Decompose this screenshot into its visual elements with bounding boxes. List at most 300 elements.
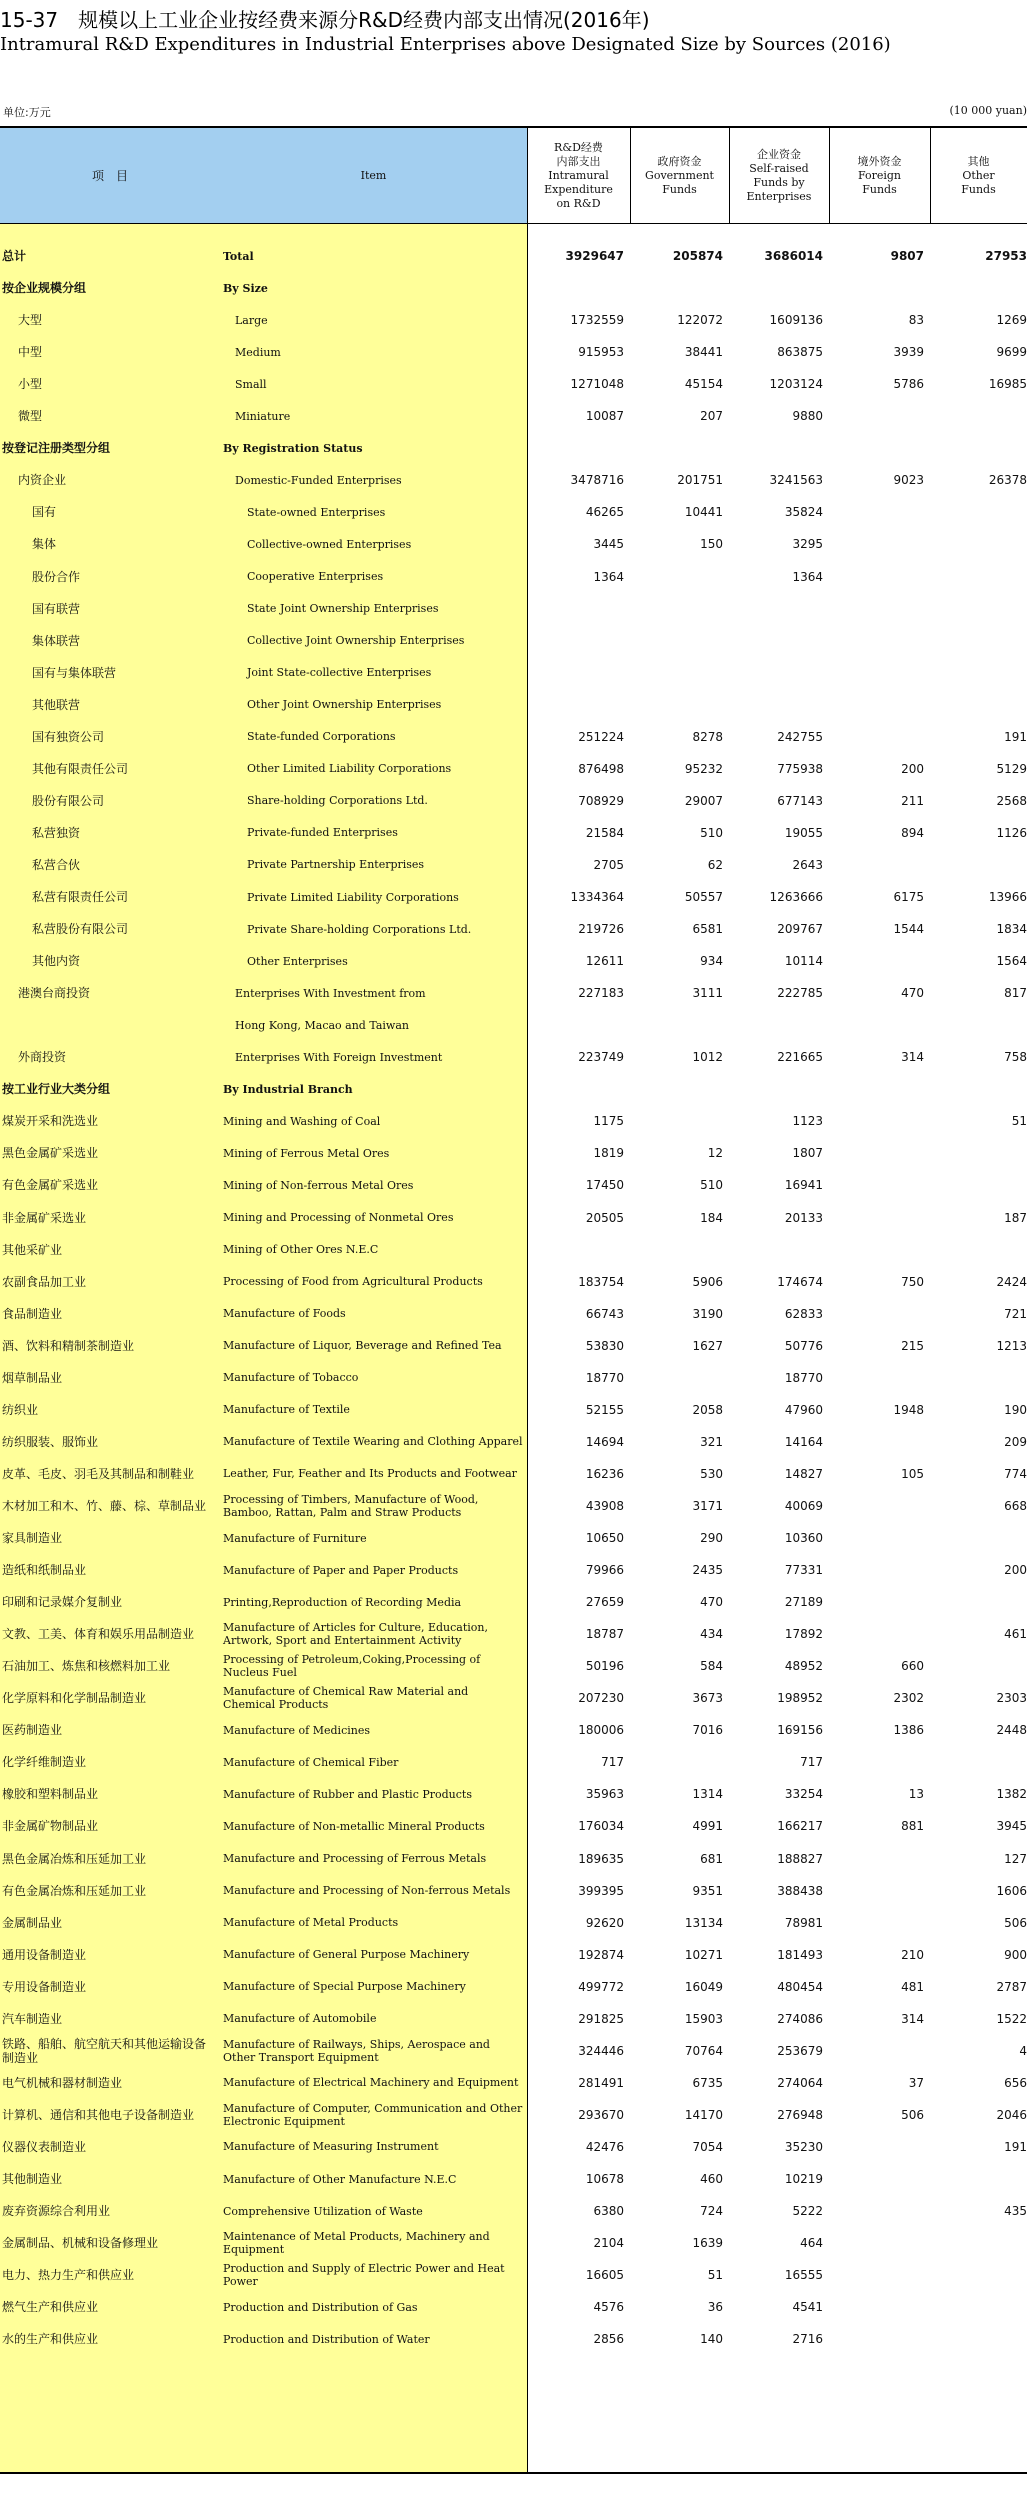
cell-government-funds: 16049 — [684, 1979, 723, 1994]
row-label-en: Manufacture of Chemical Raw Material and Chemical Products — [223, 1685, 469, 1712]
cell-foreign-funds — [829, 2227, 924, 2259]
row-label-cn: 其他采矿业 — [2, 1242, 63, 1257]
row-label-cn: 内资企业 — [18, 473, 67, 488]
cell-self-raised-funds — [729, 432, 823, 464]
cell-intramural-expenditure: 10650 — [585, 1531, 624, 1545]
row-label-cn: 农副食品加工业 — [2, 1274, 87, 1289]
cell-intramural-expenditure: 207230 — [578, 1691, 624, 1706]
cell-government-funds: 1639 — [692, 2236, 723, 2251]
cell-self-raised-funds: 677143 — [777, 793, 823, 808]
cell-self-raised-funds: 10360 — [784, 1531, 823, 1545]
row-label-en: Enterprises With Investment from — [235, 986, 426, 1000]
cell-other-funds — [930, 400, 1027, 432]
row-label-en: Manufacture of Textile Wearing and Clothing Apparel — [223, 1435, 523, 1449]
cell-government-funds: 4991 — [692, 1819, 723, 1834]
cell-other-funds — [930, 689, 1027, 721]
cell-self-raised-funds: 78981 — [784, 1915, 823, 1930]
cell-government-funds: 510 — [700, 825, 723, 840]
cell-other-funds — [930, 561, 1027, 593]
cell-other-funds — [930, 2227, 1027, 2259]
cell-intramural-expenditure: 17450 — [585, 1178, 624, 1193]
cell-self-raised-funds: 14164 — [784, 1434, 823, 1449]
cell-foreign-funds — [829, 657, 924, 689]
cell-self-raised-funds: 863875 — [777, 345, 823, 360]
row-label-en: Manufacture of Paper and Paper Products — [223, 1563, 459, 1577]
table-row — [0, 977, 1027, 1009]
row-label-cn: 皮革、毛皮、羽毛及其制品和制鞋业 — [2, 1466, 195, 1481]
cell-government-funds: 14170 — [684, 2107, 723, 2122]
cell-foreign-funds — [829, 1298, 924, 1330]
row-label-cn: 股份有限公司 — [32, 793, 105, 808]
cell-government-funds: 7016 — [692, 1723, 723, 1738]
row-label-en: Mining of Ferrous Metal Ores — [223, 1146, 390, 1160]
cell-intramural-expenditure: 10678 — [585, 2172, 624, 2186]
header-item-en: Item — [360, 168, 387, 182]
cell-foreign-funds: 105 — [901, 1466, 924, 1481]
cell-other-funds: 1834 — [996, 922, 1027, 937]
cell-government-funds: 12 — [707, 1146, 723, 1161]
cell-foreign-funds — [829, 849, 924, 881]
column-divider — [630, 128, 631, 223]
row-label-en: Comprehensive Utilization of Waste — [223, 2204, 423, 2218]
cell-self-raised-funds: 50776 — [784, 1338, 823, 1353]
row-label-cn: 国有联营 — [32, 601, 81, 616]
cell-other-funds: 13966 — [988, 890, 1027, 904]
cell-foreign-funds — [829, 272, 924, 304]
cell-government-funds: 1627 — [692, 1338, 723, 1353]
table-row — [0, 1490, 1027, 1522]
table-row — [0, 2163, 1027, 2195]
cell-foreign-funds — [829, 496, 924, 528]
cell-intramural-expenditure: 1364 — [593, 569, 624, 584]
cell-intramural-expenditure — [527, 625, 624, 657]
cell-self-raised-funds: 1364 — [792, 569, 823, 584]
cell-foreign-funds — [829, 1105, 924, 1137]
table-row — [0, 1939, 1027, 1971]
cell-self-raised-funds: 274086 — [777, 2011, 823, 2026]
cell-foreign-funds — [829, 1907, 924, 1939]
table-row — [0, 561, 1027, 593]
cell-government-funds — [630, 1009, 723, 1041]
row-label-en: Cooperative Enterprises — [247, 570, 384, 583]
table-row — [0, 1073, 1027, 1105]
row-label-en: Manufacture of Electrical Machinery and Equipment — [223, 2076, 519, 2090]
cell-self-raised-funds — [729, 625, 823, 657]
cell-foreign-funds — [829, 721, 924, 753]
cell-self-raised-funds: 181493 — [777, 1947, 823, 1962]
cell-other-funds: 461 — [1004, 1627, 1027, 1642]
cell-intramural-expenditure — [527, 689, 624, 721]
table-row — [0, 817, 1027, 849]
cell-foreign-funds — [829, 2035, 924, 2067]
cell-intramural-expenditure: 2705 — [593, 857, 624, 872]
cell-other-funds — [930, 1009, 1027, 1041]
cell-other-funds — [930, 1169, 1027, 1201]
cell-intramural-expenditure — [527, 272, 624, 304]
cell-government-funds: 51 — [707, 2268, 723, 2283]
row-label-cn: 煤炭开采和洗选业 — [2, 1114, 99, 1129]
cell-intramural-expenditure: 183754 — [578, 1274, 624, 1289]
cell-foreign-funds: 1544 — [893, 922, 924, 937]
cell-government-funds: 122072 — [677, 313, 723, 328]
cell-intramural-expenditure: 281491 — [578, 2075, 624, 2090]
row-label-cn: 木材加工和木、竹、藤、棕、草制品业 — [2, 1498, 207, 1513]
table-row — [0, 945, 1027, 977]
row-label-cn: 黑色金属矿采选业 — [2, 1146, 99, 1161]
cell-other-funds: 506 — [1004, 1915, 1027, 1930]
row-label-cn: 其他联营 — [32, 697, 81, 712]
cell-intramural-expenditure: 876498 — [578, 761, 624, 776]
row-label-cn: 非金属矿物制品业 — [2, 1819, 99, 1834]
cell-other-funds — [930, 625, 1027, 657]
cell-foreign-funds — [829, 2291, 924, 2323]
row-label-en: Total — [223, 249, 254, 263]
cell-self-raised-funds: 1609136 — [769, 313, 823, 328]
row-label-cn: 金属制品、机械和设备修理业 — [2, 2236, 159, 2251]
cell-other-funds: 1126 — [996, 825, 1027, 840]
cell-foreign-funds: 83 — [908, 313, 924, 328]
cell-self-raised-funds: 48952 — [784, 1659, 823, 1674]
cell-intramural-expenditure: 43908 — [585, 1498, 624, 1513]
row-label-cn: 酒、饮料和精制茶制造业 — [2, 1338, 135, 1353]
cell-self-raised-funds: 3295 — [792, 537, 823, 552]
cell-foreign-funds: 6175 — [893, 890, 924, 904]
row-label-en: Manufacture of Rubber and Plastic Products — [223, 1787, 472, 1801]
table-row — [0, 593, 1027, 625]
cell-intramural-expenditure: 291825 — [578, 2011, 624, 2026]
cell-government-funds: 290 — [700, 1531, 723, 1545]
header-intramural-expenditure: R&D经费 内部支出 Intramural Expenditure on R&D — [544, 140, 613, 210]
cell-self-raised-funds: 10219 — [784, 2172, 823, 2186]
cell-intramural-expenditure: 35963 — [585, 1787, 624, 1802]
table-row — [0, 1682, 1027, 1714]
cell-other-funds — [930, 1073, 1027, 1105]
cell-self-raised-funds: 62833 — [784, 1306, 823, 1321]
cell-government-funds: 5906 — [692, 1274, 723, 1289]
cell-other-funds: 4 — [1019, 2043, 1027, 2058]
cell-other-funds — [930, 496, 1027, 528]
cell-intramural-expenditure: 227183 — [578, 986, 624, 1001]
cell-government-funds: 460 — [700, 2172, 723, 2186]
row-label-cn: 石油加工、炼焦和核燃料加工业 — [2, 1659, 171, 1674]
cell-foreign-funds: 3939 — [893, 345, 924, 360]
cell-government-funds: 724 — [700, 2204, 723, 2219]
table-row — [0, 1778, 1027, 1810]
cell-foreign-funds — [829, 689, 924, 721]
row-label-en: Manufacture of General Purpose Machinery — [223, 1948, 470, 1962]
cell-intramural-expenditure: 293670 — [578, 2107, 624, 2122]
cell-other-funds — [930, 1362, 1027, 1394]
row-label-en: Domestic-Funded Enterprises — [235, 473, 402, 487]
cell-other-funds — [930, 657, 1027, 689]
table-row — [0, 1202, 1027, 1234]
cell-government-funds — [630, 1746, 723, 1778]
cell-foreign-funds — [829, 2323, 924, 2355]
cell-intramural-expenditure: 499772 — [578, 1979, 624, 1994]
row-label-cn: 其他有限责任公司 — [32, 761, 129, 776]
row-label-cn: 私营股份有限公司 — [32, 922, 129, 937]
row-label-en: Mining and Washing of Coal — [223, 1114, 381, 1128]
cell-intramural-expenditure: 6380 — [593, 2204, 624, 2219]
row-label-en: Private Partnership Enterprises — [247, 858, 425, 872]
row-label-en: By Industrial Branch — [223, 1082, 353, 1096]
cell-self-raised-funds: 174674 — [777, 1274, 823, 1289]
row-label-cn: 私营独资 — [32, 825, 81, 840]
cell-intramural-expenditure: 219726 — [578, 922, 624, 937]
cell-government-funds: 934 — [700, 954, 723, 969]
cell-government-funds: 150 — [700, 537, 723, 552]
row-label-cn: 非金属矿采选业 — [2, 1210, 87, 1225]
cell-intramural-expenditure: 53830 — [585, 1338, 624, 1353]
row-label-en: Manufacture of Railways, Ships, Aerospace and Other Transport Equipment — [223, 2037, 490, 2064]
table-row — [0, 753, 1027, 785]
cell-foreign-funds — [829, 1137, 924, 1169]
row-label-cn: 文教、工美、体育和娱乐用品制造业 — [2, 1627, 195, 1642]
table-top-rule — [0, 126, 1027, 128]
table-row — [0, 1971, 1027, 2003]
row-label-cn: 印刷和记录媒介复制业 — [2, 1595, 123, 1610]
row-label-cn: 小型 — [18, 377, 43, 392]
cell-self-raised-funds: 18770 — [784, 1370, 823, 1385]
cell-intramural-expenditure: 717 — [601, 1755, 624, 1770]
cell-self-raised-funds: 77331 — [784, 1563, 823, 1578]
table-row — [0, 464, 1027, 496]
table-row — [0, 1522, 1027, 1554]
cell-government-funds: 530 — [700, 1466, 723, 1481]
row-label-en: Manufacture of Medicines — [223, 1723, 370, 1737]
table-row — [0, 2323, 1027, 2355]
table-row — [0, 432, 1027, 464]
cell-other-funds — [930, 1522, 1027, 1554]
cell-foreign-funds — [829, 1009, 924, 1041]
cell-other-funds: 9699 — [996, 345, 1027, 360]
cell-intramural-expenditure: 399395 — [578, 1883, 624, 1898]
row-label-cn: 外商投资 — [18, 1050, 67, 1065]
table-row — [0, 913, 1027, 945]
cell-government-funds: 15903 — [684, 2011, 723, 2026]
cell-foreign-funds — [829, 593, 924, 625]
cell-other-funds: 435 — [1004, 2204, 1027, 2219]
cell-self-raised-funds: 35230 — [784, 2139, 823, 2154]
row-label-en: Manufacture and Processing of Non-ferrous Metals — [223, 1884, 511, 1898]
cell-government-funds: 29007 — [684, 793, 723, 808]
cell-government-funds: 50557 — [684, 890, 723, 904]
cell-self-raised-funds: 10114 — [784, 954, 823, 969]
row-label-en: Enterprises With Foreign Investment — [235, 1050, 443, 1064]
cell-intramural-expenditure: 2856 — [593, 2332, 624, 2347]
cell-government-funds: 70764 — [684, 2043, 723, 2058]
row-label-cn: 集体 — [32, 537, 57, 552]
cell-government-funds: 3111 — [692, 986, 723, 1001]
cell-government-funds: 95232 — [684, 761, 723, 776]
cell-foreign-funds: 1948 — [893, 1402, 924, 1417]
cell-self-raised-funds — [729, 272, 823, 304]
cell-self-raised-funds: 276948 — [777, 2107, 823, 2122]
cell-intramural-expenditure — [527, 657, 624, 689]
cell-foreign-funds — [829, 1843, 924, 1875]
cell-self-raised-funds: 717 — [800, 1755, 823, 1770]
cell-other-funds: 209 — [1004, 1434, 1027, 1449]
cell-government-funds: 6735 — [692, 2075, 723, 2090]
cell-government-funds: 10271 — [684, 1947, 723, 1962]
cell-government-funds — [630, 561, 723, 593]
cell-other-funds: 1606 — [996, 1883, 1027, 1898]
row-label-cn: 国有与集体联营 — [32, 665, 117, 680]
row-label-en: Small — [235, 377, 267, 391]
row-label-en: Share-holding Corporations Ltd. — [247, 794, 428, 808]
row-label-cn: 其他内资 — [32, 954, 81, 969]
cell-other-funds: 191 — [1004, 2139, 1027, 2154]
data-table — [0, 126, 1027, 2474]
cell-intramural-expenditure: 324446 — [578, 2043, 624, 2058]
row-label-en: Manufacture of Metal Products — [223, 1916, 399, 1930]
table-row — [0, 496, 1027, 528]
cell-other-funds — [930, 1746, 1027, 1778]
cell-intramural-expenditure — [527, 1009, 624, 1041]
row-label-cn: 汽车制造业 — [2, 2011, 63, 2026]
cell-foreign-funds: 314 — [901, 2011, 924, 2026]
cell-government-funds: 3673 — [692, 1691, 723, 1706]
cell-foreign-funds: 37 — [908, 2075, 924, 2090]
column-divider — [729, 128, 730, 223]
table-row — [0, 2035, 1027, 2067]
table-row — [0, 400, 1027, 432]
table-row — [0, 1746, 1027, 1778]
cell-self-raised-funds: 9880 — [792, 409, 823, 424]
cell-self-raised-funds: 16941 — [784, 1178, 823, 1193]
cell-self-raised-funds: 1807 — [792, 1146, 823, 1161]
table-row — [0, 1105, 1027, 1137]
cell-other-funds: 900 — [1004, 1947, 1027, 1962]
cell-foreign-funds: 5786 — [893, 377, 924, 392]
row-label-en: Mining and Processing of Nonmetal Ores — [223, 1211, 454, 1224]
cell-intramural-expenditure: 92620 — [585, 1915, 624, 1930]
cell-self-raised-funds: 775938 — [777, 761, 823, 776]
cell-government-funds: 2435 — [692, 1563, 723, 1578]
row-label-en: Manufacture of Textile — [223, 1403, 350, 1417]
cell-government-funds — [630, 432, 723, 464]
cell-self-raised-funds: 27189 — [784, 1595, 823, 1610]
row-label-en: Joint State-collective Enterprises — [247, 666, 432, 680]
cell-foreign-funds — [829, 1554, 924, 1586]
cell-government-funds: 470 — [700, 1595, 723, 1610]
cell-self-raised-funds: 253679 — [777, 2043, 823, 2058]
cell-self-raised-funds: 274064 — [777, 2075, 823, 2090]
cell-government-funds: 3190 — [692, 1306, 723, 1321]
cell-intramural-expenditure: 1732559 — [570, 313, 624, 328]
cell-government-funds: 584 — [700, 1659, 723, 1674]
cell-foreign-funds — [829, 528, 924, 560]
row-label-cn: 有色金属矿采选业 — [2, 1178, 99, 1193]
table-row — [0, 1394, 1027, 1426]
cell-intramural-expenditure: 3929647 — [565, 249, 624, 263]
row-label-en: Hong Kong, Macao and Taiwan — [235, 1018, 409, 1032]
row-label-cn: 铁路、船舶、航空航天和其他运输设备制造业 — [2, 2036, 207, 2065]
cell-self-raised-funds: 3241563 — [769, 473, 823, 488]
row-label-cn: 纺织业 — [2, 1402, 39, 1417]
row-label-cn: 化学原料和化学制品制造业 — [2, 1691, 147, 1706]
row-label-en: State-owned Enterprises — [247, 505, 386, 519]
cell-government-funds — [630, 1105, 723, 1137]
cell-self-raised-funds: 1123 — [792, 1114, 823, 1129]
table-row — [0, 1137, 1027, 1169]
row-label-cn: 黑色金属冶炼和压延加工业 — [2, 1851, 147, 1866]
cell-self-raised-funds: 209767 — [777, 922, 823, 937]
cell-foreign-funds: 13 — [908, 1787, 924, 1802]
cell-government-funds: 140 — [700, 2332, 723, 2347]
table-row — [0, 1330, 1027, 1362]
table-row — [0, 1041, 1027, 1073]
cell-government-funds: 36 — [707, 2300, 723, 2315]
cell-self-raised-funds — [729, 689, 823, 721]
cell-other-funds: 16985 — [988, 377, 1027, 392]
cell-intramural-expenditure: 192874 — [578, 1947, 624, 1962]
cell-foreign-funds: 211 — [901, 793, 924, 808]
table-row — [0, 1362, 1027, 1394]
cell-intramural-expenditure: 42476 — [585, 2139, 624, 2154]
cell-intramural-expenditure: 79966 — [585, 1563, 624, 1578]
cell-other-funds — [930, 849, 1027, 881]
cell-government-funds — [630, 593, 723, 625]
cell-self-raised-funds: 4541 — [792, 2300, 823, 2315]
cell-intramural-expenditure: 27659 — [585, 1595, 624, 1610]
cell-intramural-expenditure — [527, 1234, 624, 1266]
row-label-cn: 化学纤维制造业 — [2, 1755, 87, 1770]
header-government-funds: 政府资金 Government Funds — [645, 154, 714, 196]
cell-other-funds — [930, 1650, 1027, 1682]
cell-foreign-funds — [829, 1234, 924, 1266]
cell-other-funds — [930, 2323, 1027, 2355]
cell-intramural-expenditure — [527, 1073, 624, 1105]
cell-intramural-expenditure — [527, 593, 624, 625]
cell-intramural-expenditure: 18787 — [585, 1627, 624, 1642]
row-label-cn: 计算机、通信和其他电子设备制造业 — [2, 2107, 195, 2122]
unit-label-cn: 单位:万元 — [3, 106, 51, 119]
table-row — [0, 1907, 1027, 1939]
row-label-en: By Registration Status — [223, 441, 363, 455]
cell-other-funds — [930, 272, 1027, 304]
cell-intramural-expenditure: 52155 — [585, 1402, 624, 1417]
cell-intramural-expenditure: 189635 — [578, 1851, 624, 1866]
row-label-cn: 港澳台商投资 — [18, 986, 91, 1001]
cell-foreign-funds: 314 — [901, 1050, 924, 1065]
cell-other-funds: 5129 — [996, 761, 1027, 776]
cell-government-funds — [630, 657, 723, 689]
row-label-cn: 大型 — [18, 313, 43, 328]
row-label-en: Private-funded Enterprises — [247, 826, 398, 840]
cell-self-raised-funds: 388438 — [777, 1883, 823, 1898]
cell-other-funds: 51 — [1011, 1114, 1027, 1129]
cell-foreign-funds — [829, 2195, 924, 2227]
cell-self-raised-funds: 47960 — [784, 1402, 823, 1417]
row-label-cn: 中型 — [18, 345, 43, 360]
row-label-en: Processing of Timbers, Manufacture of Wood, Bamboo, Rattan, Palm and Straw Products — [223, 1492, 479, 1519]
cell-intramural-expenditure: 4576 — [593, 2300, 624, 2315]
table-row — [0, 304, 1027, 336]
cell-other-funds: 2568 — [996, 793, 1027, 808]
cell-foreign-funds: 9023 — [893, 473, 924, 488]
row-label-en: Manufacture of Foods — [223, 1307, 346, 1321]
cell-foreign-funds: 660 — [901, 1659, 924, 1674]
row-label-en: State-funded Corporations — [247, 730, 396, 744]
row-label-cn: 按登记注册类型分组 — [2, 441, 111, 456]
cell-self-raised-funds: 40069 — [784, 1498, 823, 1513]
cell-government-funds: 38441 — [684, 345, 723, 360]
column-divider — [829, 128, 830, 223]
row-label-en: Leather, Fur, Feather and Its Products and Footwear — [223, 1467, 517, 1481]
row-label-en: Other Joint Ownership Enterprises — [247, 698, 442, 712]
cell-self-raised-funds — [729, 1073, 823, 1105]
